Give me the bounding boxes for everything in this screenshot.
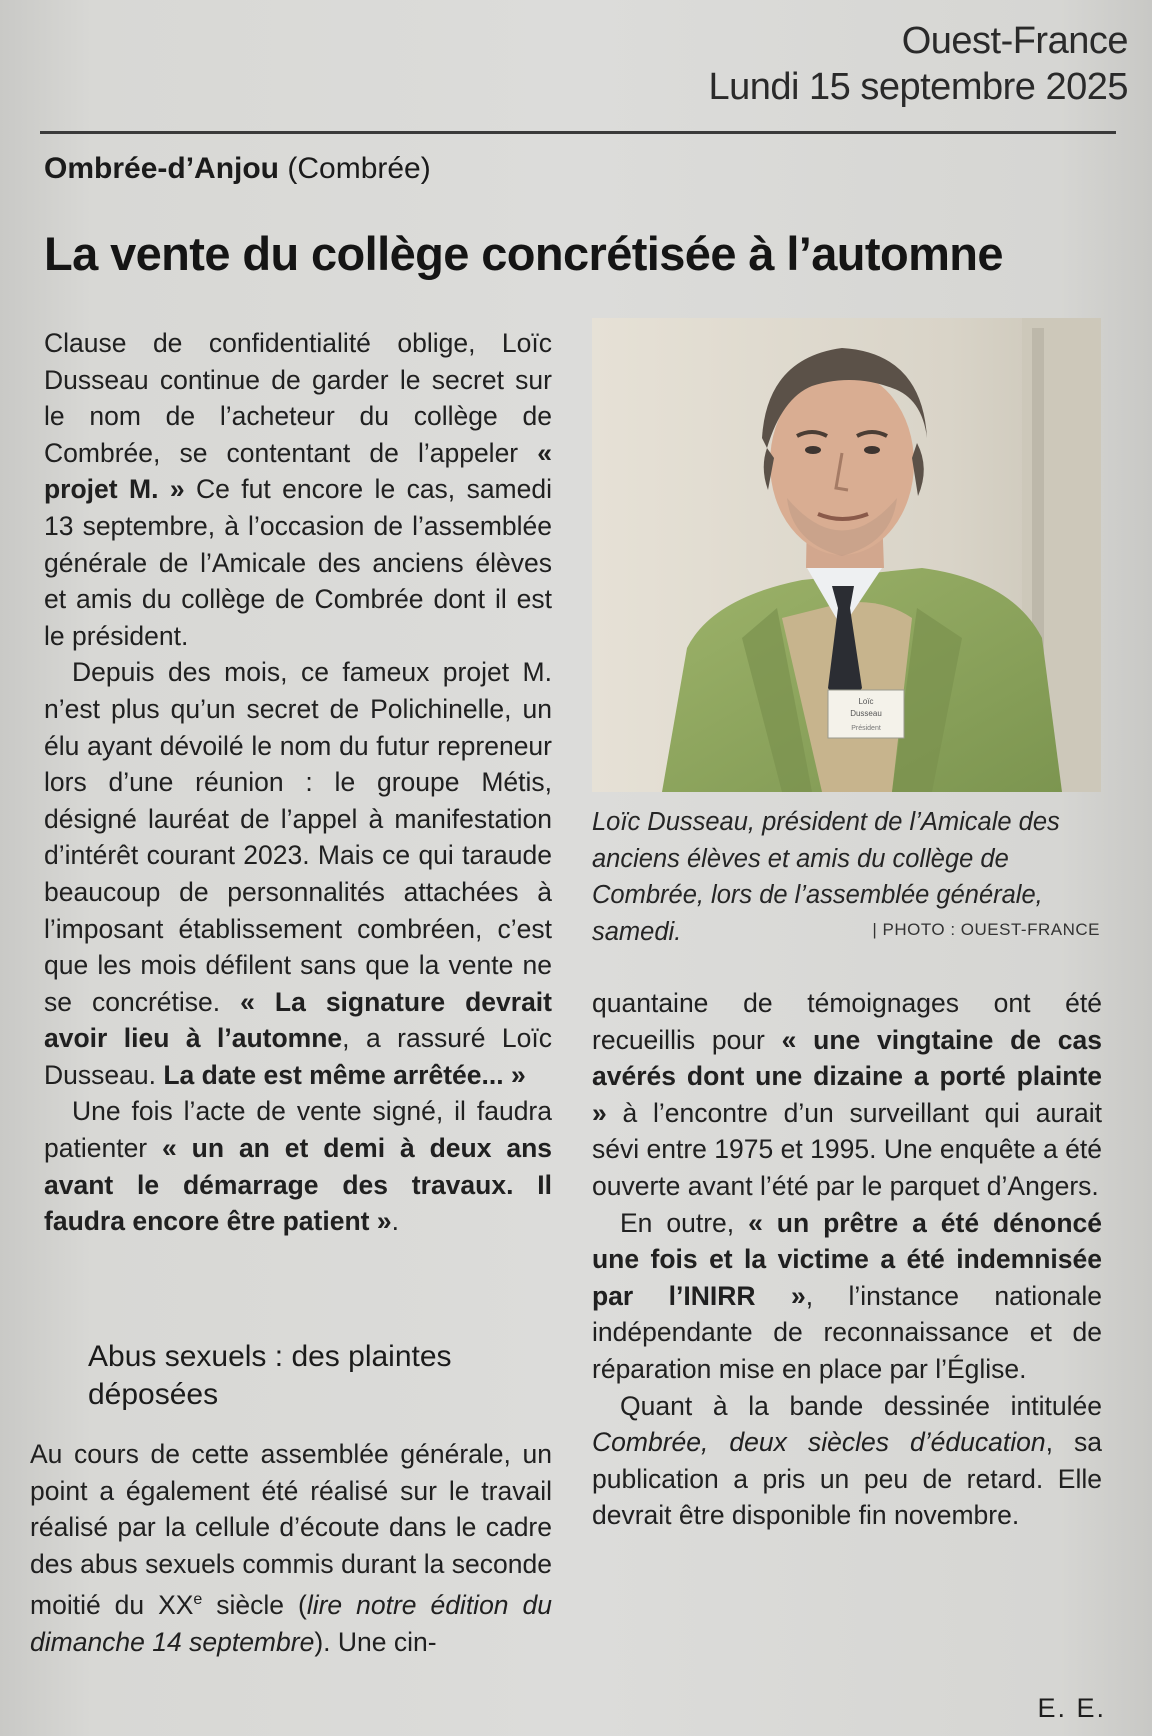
photo-credit: | PHOTO : OUEST-FRANCE bbox=[872, 920, 1100, 939]
location-town: Ombrée-d’Anjou bbox=[44, 152, 280, 185]
section-subheading: Abus sexuels : des plaintes déposées bbox=[88, 1340, 452, 1411]
paragraph-1: Clause de confidentialité oblige, Loïc Dusseau continue de garder le secret sur le nom de l’acheteur du collège de Combrée, se contentant de l’appeler « projet M. » Ce fut encore le cas, samedi 13 septembre, à l’occasion de l’assemblée générale de l’Amicale des anciens élèves et amis du collège de Combrée dont il est le président. bbox=[44, 328, 552, 651]
publication-date: Lundi 15 septembre 2025 bbox=[708, 66, 1128, 108]
article-photo bbox=[592, 318, 1101, 792]
newspaper-name: Ouest-France bbox=[901, 20, 1128, 62]
newspaper-source bbox=[709, 18, 1129, 110]
portrait-illustration bbox=[592, 318, 1101, 792]
paragraph-4: Au cours de cette assemblée générale, un point a également été réalisé sur le travail réalisé par la cellule d’écoute dans le cadre des abus sexuels commis durant la seconde moitié du XXe siècle (lire notre édition du dimanche 14 septembre). Une cin- bbox=[30, 1439, 552, 1657]
article-location bbox=[44, 152, 431, 186]
paragraph-3: Une fois l’acte de vente signé, il faudra patienter « un an et demi à deux ans avant le démarrage des travaux. Il faudra encore être patient ». bbox=[44, 1096, 552, 1237]
paragraph-6: En outre, « un prêtre a été dénoncé une fois et la victime a été indemnisée par l’INIRR », l’instance nationale indépendante de reconnaissance et de réparation mise en place par l’Église. bbox=[592, 1207, 1102, 1384]
svg-text:Loïc: Loïc bbox=[858, 697, 874, 706]
article-column-left bbox=[44, 325, 552, 1240]
photo-caption: Loïc Dusseau, président de l’Amicale des anciens élèves et amis du collège de Combrée, lors de l’assemblée générale, samedi. bbox=[592, 808, 1060, 946]
svg-text:Président: Président bbox=[851, 725, 881, 732]
article-column-right bbox=[592, 985, 1102, 1534]
header-rule bbox=[40, 131, 1116, 134]
svg-text:Dusseau: Dusseau bbox=[850, 709, 882, 718]
author-signature: E. E. bbox=[1037, 1693, 1106, 1723]
location-commune: (Combrée) bbox=[287, 152, 431, 185]
paragraph-7: Quant à la bande dessinée intitulée Combrée, deux siècles d’éducation, sa publication a pris un peu de retard. Elle devrait être disponible fin novembre. bbox=[592, 1390, 1102, 1531]
paragraph-5: quantaine de témoignages ont été recueillis pour « une vingtaine de cas avérés dont une dizaine a porté plainte » à l’encontre d’un surveillant qui aurait sévi entre 1975 et 1995. Une enquête a été ouverte avant l’été par le parquet d’Angers. bbox=[592, 988, 1102, 1201]
paragraph-2: Depuis des mois, ce fameux projet M. n’est plus qu’un secret de Polichinelle, un élu ayant dévoilé le nom du futur repreneur lors d’une réunion : le groupe Métis, désigné lauréat de l’appel à manifestation d’intérêt courant 2023. Mais ce qui taraude beaucoup de personnalités attachées à l’imposant établissement combréen, c’est que les mois défilent sans que la vente ne se concrétise. « La signature devrait avoir lieu à l’automne, a rassuré Loïc Dusseau. La date est même arrêtée... » bbox=[44, 657, 553, 1090]
article-column-left-bottom bbox=[30, 1436, 552, 1660]
article-headline: La vente du collège concrétisée à l’automne bbox=[44, 227, 1003, 280]
name-badge bbox=[828, 690, 904, 738]
